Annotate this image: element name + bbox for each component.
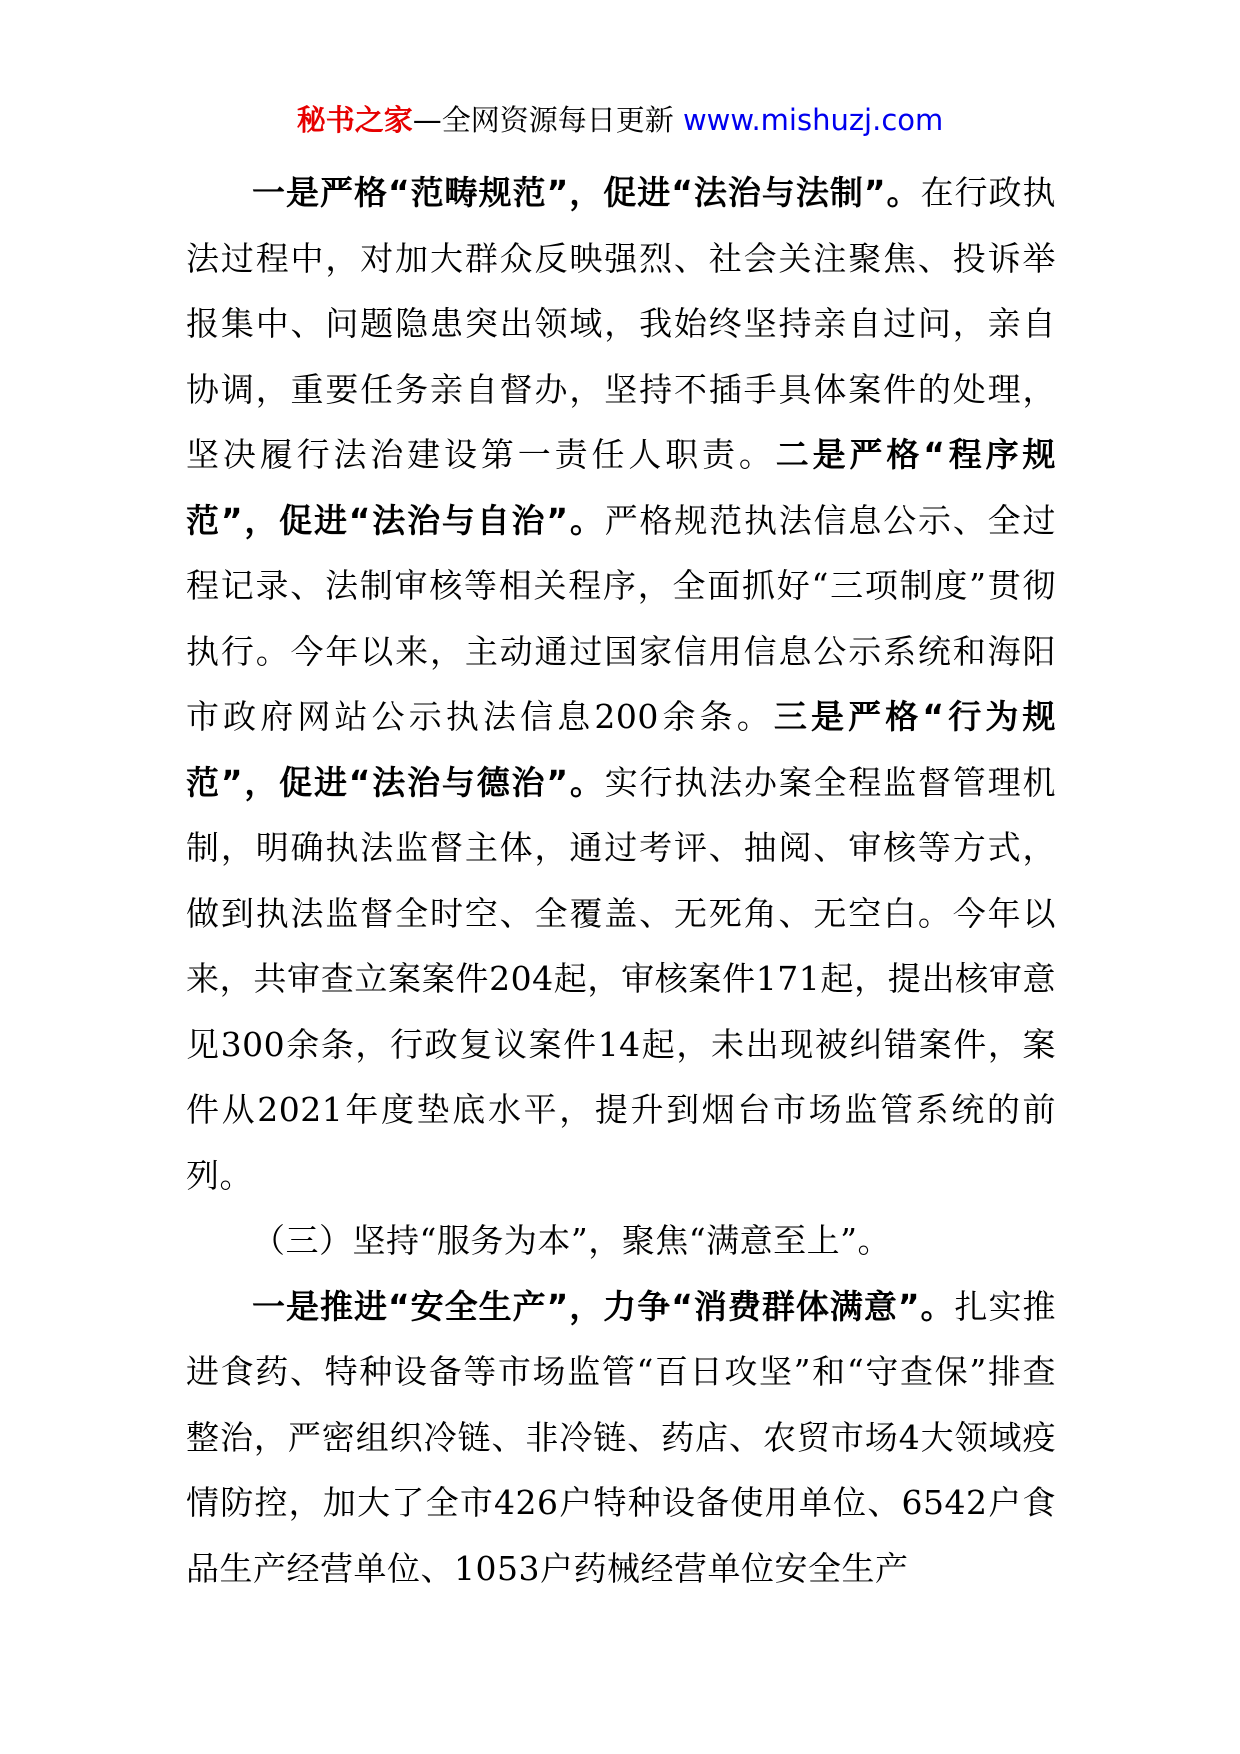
point-1-text: 在行政执法过程中，对加大群众反映强烈、社会关注聚焦、投诉举报集中、问题隐患突出领域，我始终坚持亲自过问，亲自协调，重要任务亲自督办，坚持不插手具体案件的处理，坚决履行法治建设第一责任人职责。 <box>186 173 1056 474</box>
paragraph-safety-production <box>186 1274 1056 1602</box>
point-3-heading: 三是严格“行为规范”，促进“法治与德治”。 <box>186 697 1056 802</box>
point-1-heading: 一是严格“范畴规范”，促进“法治与法制”。 <box>252 173 921 212</box>
point-4-text: 扎实推进食药、特种设备等市场监管“百日攻坚”和“守查保”排查整治，严密组织冷链、非冷链、药店、农贸市场4大领域疫情防控，加大了全市426户特种设备使用单位、6542户食品生产经营单位、1053户药械经营单位安全生产 <box>186 1286 1056 1588</box>
header-url-link[interactable]: www.mishuzj.com <box>682 103 944 137</box>
section-heading-text: （三）坚持“服务为本”，聚焦“满意至上”。 <box>252 1221 891 1260</box>
document-body <box>186 160 1056 1601</box>
paragraph-legal-norms <box>186 160 1056 1208</box>
page-header <box>0 100 1240 140</box>
section-heading-three <box>186 1208 1056 1274</box>
header-brand: 秘书之家 <box>296 103 413 137</box>
point-2-text: 严格规范执法信息公示、全过程记录、法制审核等相关程序，全面抓好“三项制度”贯彻执行。今年以来，主动通过国家信用信息公示系统和海阳市政府网站公示执法信息200余条。 <box>186 500 1056 736</box>
header-tagline: —全网资源每日更新 <box>412 103 683 137</box>
point-4-heading: 一是推进“安全生产”，力争“消费群体满意”。 <box>252 1286 955 1326</box>
point-2-heading: 二是严格“程序规范”，促进“法治与自治”。 <box>186 435 1056 540</box>
point-3-text: 实行执法办案全程监督管理机制，明确执法监督主体，通过考评、抽阅、审核等方式，做到执法监督全时空、全覆盖、无死角、无空白。今年以来，共审查立案案件204起，审核案件171起，提出核审意见300余条，行政复议案件14起，未出现被纠错案件，案件从2021年度垫底水平，提升到烟台市场监管系统的前列。 <box>186 762 1056 1195</box>
